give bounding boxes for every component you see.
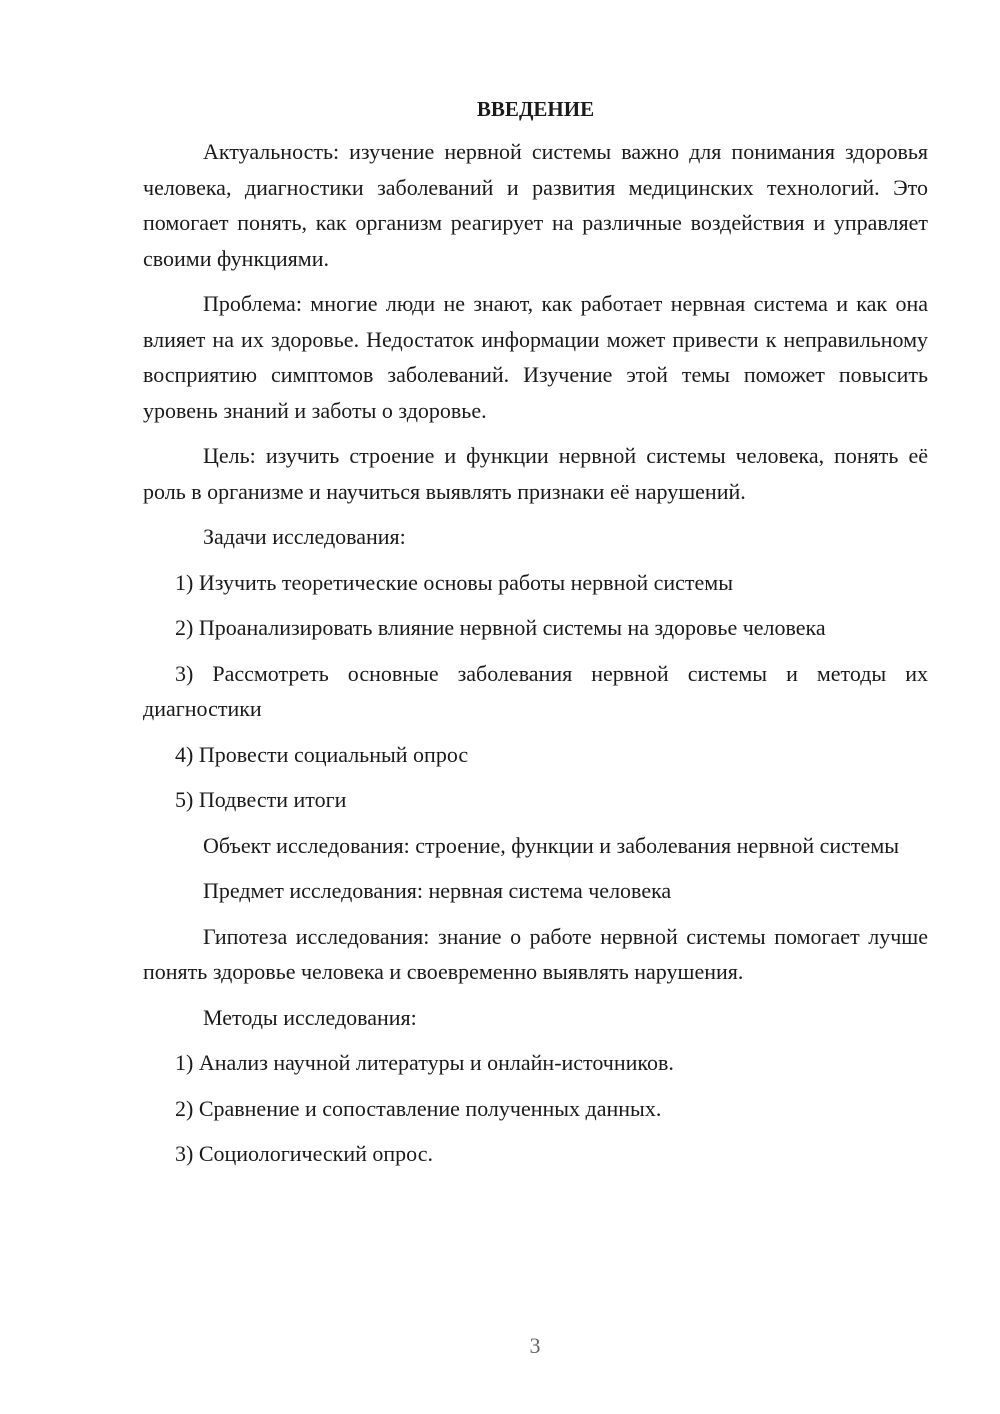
tasks-heading: Задачи исследования: [203, 524, 406, 549]
problem-paragraph: Проблема: многие люди не знают, как работает нервная система и как она влияет на их здоровье. Недостаток информации может привести к неправильному восприятию симптомов заболеваний. Изучение этой темы поможет повысить уровень знаний и заботы о здоровье. [143, 291, 928, 423]
relevance-paragraph: Актуальность: изучение нервной системы важно для понимания здоровья человека, диагностики заболеваний и развития медицинских технологий. Это помогает понять, как организм реагирует на различные воздействия и управляет своими функциями. [143, 139, 928, 271]
goal-paragraph: Цель: изучить строение и функции нервной системы человека, понять её роль в организме и научиться выявлять признаки её нарушений. [143, 443, 928, 504]
hypothesis-paragraph: Гипотеза исследования: знание о работе нервной системы помогает лучше понять здоровье человека и своевременно выявлять нарушения. [143, 923, 928, 984]
task-item: 2) Проанализировать влияние нервной системы на здоровье человека [175, 615, 826, 640]
method-item: 3) Социологический опрос. [175, 1141, 433, 1166]
task-item: 5) Подвести итоги [175, 787, 347, 812]
page-body [143, 92, 928, 1182]
page-number: 3 [529, 1333, 541, 1358]
section-heading: ВВЕДЕНИЕ [476, 97, 595, 121]
task-item: 4) Провести социальный опрос [175, 741, 469, 767]
task-item: 3) Рассмотреть основные заболевания нервной системы и методы их диагностики [143, 660, 928, 721]
method-item: 2) Сравнение и сопоставление полученных данных. [175, 1095, 662, 1121]
methods-heading: Методы исследования: [203, 1004, 417, 1030]
method-item: 1) Анализ научной литературы и онлайн-источников. [175, 1050, 674, 1075]
object-paragraph: Объект исследования: строение, функции и заболевания нервной системы [203, 832, 900, 858]
task-item: 1) Изучить теоретические основы работы нервной системы [175, 569, 734, 595]
subject-paragraph: Предмет исследования: нервная система человека [203, 878, 672, 903]
